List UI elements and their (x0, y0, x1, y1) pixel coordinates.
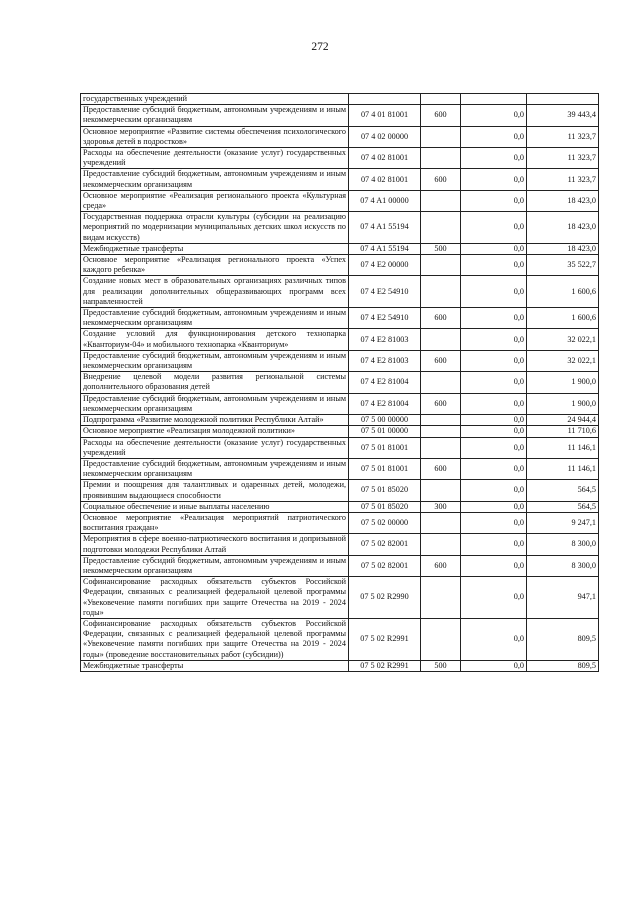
target-article-code-cell: 07 4 E2 54910 (349, 308, 421, 329)
amount-cell-2: 11 323,7 (527, 148, 599, 169)
expense-name-cell: Межбюджетные трансферты (81, 660, 349, 671)
table-row (81, 276, 599, 308)
expense-name-cell: Создание новых мест в образовательных организациях различных типов для реализации дополнительных общеразвивающих программ всех направленностей (81, 276, 349, 308)
amount-cell-2: 1 900,0 (527, 393, 599, 414)
expense-type-code-cell: 300 (421, 501, 461, 512)
amount-cell-2 (527, 94, 599, 105)
amount-cell-2: 9 247,1 (527, 512, 599, 533)
target-article-code-cell: 07 4 02 00000 (349, 126, 421, 147)
amount-cell-1: 0,0 (461, 555, 527, 576)
amount-cell-2: 564,5 (527, 480, 599, 501)
target-article-code-cell: 07 4 E2 81004 (349, 393, 421, 414)
table-row (81, 534, 599, 555)
expense-type-code-cell (421, 426, 461, 437)
target-article-code-cell: 07 5 01 85020 (349, 480, 421, 501)
expense-type-code-cell (421, 577, 461, 619)
target-article-code-cell: 07 4 02 81001 (349, 169, 421, 190)
target-article-code-cell: 07 5 01 81001 (349, 458, 421, 479)
amount-cell-2: 18 423,0 (527, 243, 599, 254)
expense-type-code-cell (421, 372, 461, 393)
target-article-code-cell: 07 5 01 85020 (349, 501, 421, 512)
expense-name-cell: Социальное обеспечение и иные выплаты населению (81, 501, 349, 512)
expense-name-cell: Расходы на обеспечение деятельности (оказание услуг) государственных учреждений (81, 437, 349, 458)
table-row (81, 480, 599, 501)
table-row (81, 212, 599, 244)
expense-type-code-cell: 500 (421, 660, 461, 671)
table-row (81, 350, 599, 371)
target-article-code-cell (349, 94, 421, 105)
expense-type-code-cell (421, 437, 461, 458)
target-article-code-cell: 07 4 E2 54910 (349, 276, 421, 308)
amount-cell-1: 0,0 (461, 255, 527, 276)
table-row (81, 512, 599, 533)
expense-name-cell: Внедрение целевой модели развития региональной системы дополнительного образования детей (81, 372, 349, 393)
table-row (81, 372, 599, 393)
amount-cell-2: 39 443,4 (527, 105, 599, 126)
table-row (81, 618, 599, 660)
amount-cell-1: 0,0 (461, 276, 527, 308)
expense-name-cell: Премии и поощрения для талантливых и одаренных детей, молодежи, проявившим выдающиеся способности (81, 480, 349, 501)
expense-name-cell: Основное мероприятие «Реализация мероприятий патриотического воспитания граждан» (81, 512, 349, 533)
expense-type-code-cell: 600 (421, 308, 461, 329)
amount-cell-1: 0,0 (461, 458, 527, 479)
amount-cell-2: 8 300,0 (527, 534, 599, 555)
table-row (81, 105, 599, 126)
amount-cell-2: 809,5 (527, 618, 599, 660)
table-row (81, 426, 599, 437)
table-row (81, 308, 599, 329)
table-row (81, 437, 599, 458)
amount-cell-1: 0,0 (461, 426, 527, 437)
table-row (81, 555, 599, 576)
amount-cell-1: 0,0 (461, 350, 527, 371)
table-row (81, 255, 599, 276)
amount-cell-1: 0,0 (461, 480, 527, 501)
amount-cell-2: 11 323,7 (527, 126, 599, 147)
table-row (81, 148, 599, 169)
amount-cell-2: 809,5 (527, 660, 599, 671)
expense-type-code-cell (421, 148, 461, 169)
expense-type-code-cell (421, 415, 461, 426)
expense-type-code-cell (421, 212, 461, 244)
expense-type-code-cell (421, 255, 461, 276)
expense-name-cell: Основное мероприятие «Реализация регионального проекта «Культурная среда» (81, 190, 349, 211)
target-article-code-cell: 07 5 02 R2990 (349, 577, 421, 619)
expense-type-code-cell (421, 190, 461, 211)
amount-cell-1: 0,0 (461, 329, 527, 350)
expense-name-cell: Создание условий для функционирования детского технопарка «Кванториум-04» и мобильного технопарка «Кванториум» (81, 329, 349, 350)
target-article-code-cell: 07 5 01 00000 (349, 426, 421, 437)
amount-cell-1 (461, 94, 527, 105)
expense-type-code-cell: 600 (421, 105, 461, 126)
target-article-code-cell: 07 5 02 R2991 (349, 618, 421, 660)
expense-type-code-cell (421, 618, 461, 660)
table-row (81, 458, 599, 479)
expense-name-cell: Софинансирование расходных обязательств субъектов Российской Федерации, связанных с реализацией федеральной целевой программы «Увековечение памяти погибших при защите Отечества на 2019 - 2024 годы» (проведение восстановительных работ (субсидии)) (81, 618, 349, 660)
amount-cell-2: 18 423,0 (527, 212, 599, 244)
expense-name-cell: Предоставление субсидий бюджетным, автономным учреждениям и иным некоммерческим организациям (81, 308, 349, 329)
expense-name-cell: Мероприятия в сфере военно-патриотического воспитания и допризывной подготовки молодежи Республики Алтай (81, 534, 349, 555)
expense-type-code-cell (421, 480, 461, 501)
table-row (81, 415, 599, 426)
expense-name-cell: Межбюджетные трансферты (81, 243, 349, 254)
expense-type-code-cell: 600 (421, 350, 461, 371)
target-article-code-cell: 07 5 00 00000 (349, 415, 421, 426)
target-article-code-cell: 07 5 02 82001 (349, 534, 421, 555)
expense-name-cell: Предоставление субсидий бюджетным, автономным учреждениям и иным некоммерческим организациям (81, 458, 349, 479)
amount-cell-1: 0,0 (461, 372, 527, 393)
amount-cell-1: 0,0 (461, 534, 527, 555)
expense-name-cell: Государственная поддержка отрасли культуры (субсидии на реализацию мероприятий по модернизации муниципальных детских школ искусств по видам искусств) (81, 212, 349, 244)
target-article-code-cell: 07 5 02 82001 (349, 555, 421, 576)
expense-name-cell: Предоставление субсидий бюджетным, автономным учреждениям и иным некоммерческим организациям (81, 393, 349, 414)
table-row (81, 243, 599, 254)
expense-type-code-cell (421, 534, 461, 555)
amount-cell-2: 564,5 (527, 501, 599, 512)
expense-type-code-cell: 600 (421, 169, 461, 190)
table-row (81, 577, 599, 619)
target-article-code-cell: 07 4 E2 81003 (349, 350, 421, 371)
table-row (81, 329, 599, 350)
expense-type-code-cell (421, 329, 461, 350)
amount-cell-1: 0,0 (461, 148, 527, 169)
budget-table-body (81, 94, 599, 672)
page-number: 272 (311, 41, 329, 53)
target-article-code-cell: 07 4 02 81001 (349, 148, 421, 169)
target-article-code-cell: 07 5 02 00000 (349, 512, 421, 533)
amount-cell-1: 0,0 (461, 169, 527, 190)
expense-type-code-cell: 500 (421, 243, 461, 254)
amount-cell-2: 11 710,6 (527, 426, 599, 437)
expense-name-cell: Расходы на обеспечение деятельности (оказание услуг) государственных учреждений (81, 148, 349, 169)
amount-cell-2: 11 146,1 (527, 458, 599, 479)
amount-cell-2: 18 423,0 (527, 190, 599, 211)
amount-cell-2: 8 300,0 (527, 555, 599, 576)
target-article-code-cell: 07 4 01 81001 (349, 105, 421, 126)
table-row (81, 501, 599, 512)
expense-name-cell: Подпрограмма «Развитие молодежной политики Республики Алтай» (81, 415, 349, 426)
expense-name-cell: Предоставление субсидий бюджетным, автономным учреждениям и иным некоммерческим организациям (81, 350, 349, 371)
expense-type-code-cell (421, 94, 461, 105)
table-row (81, 393, 599, 414)
target-article-code-cell: 07 4 E2 81004 (349, 372, 421, 393)
table-row (81, 660, 599, 671)
expense-name-cell: Предоставление субсидий бюджетным, автономным учреждениям и иным некоммерческим организациям (81, 105, 349, 126)
target-article-code-cell: 07 4 A1 00000 (349, 190, 421, 211)
amount-cell-1: 0,0 (461, 437, 527, 458)
target-article-code-cell: 07 4 E2 00000 (349, 255, 421, 276)
expense-type-code-cell (421, 512, 461, 533)
expense-name-cell: Основное мероприятие «Реализация молодежной политики» (81, 426, 349, 437)
amount-cell-1: 0,0 (461, 618, 527, 660)
expense-type-code-cell (421, 126, 461, 147)
amount-cell-2: 32 022,1 (527, 350, 599, 371)
expense-type-code-cell: 600 (421, 458, 461, 479)
expense-name-cell: Предоставление субсидий бюджетным, автономным учреждениям и иным некоммерческим организациям (81, 555, 349, 576)
amount-cell-2: 1 900,0 (527, 372, 599, 393)
target-article-code-cell: 07 4 A1 55194 (349, 212, 421, 244)
target-article-code-cell: 07 4 E2 81003 (349, 329, 421, 350)
amount-cell-1: 0,0 (461, 660, 527, 671)
expense-name-cell: Предоставление субсидий бюджетным, автономным учреждениям и иным некоммерческим организациям (81, 169, 349, 190)
amount-cell-2: 947,1 (527, 577, 599, 619)
expense-name-cell: Основное мероприятие «Реализация регионального проекта «Успех каждого ребенка» (81, 255, 349, 276)
expense-name-cell: Основное мероприятие «Развитие системы обеспечения психологического здоровья детей в подростков» (81, 126, 349, 147)
target-article-code-cell: 07 5 01 81001 (349, 437, 421, 458)
table-row (81, 126, 599, 147)
expense-type-code-cell (421, 276, 461, 308)
table-row (81, 94, 599, 105)
amount-cell-2: 11 323,7 (527, 169, 599, 190)
amount-cell-1: 0,0 (461, 126, 527, 147)
amount-cell-2: 35 522,7 (527, 255, 599, 276)
amount-cell-2: 1 600,6 (527, 276, 599, 308)
amount-cell-1: 0,0 (461, 190, 527, 211)
amount-cell-1: 0,0 (461, 105, 527, 126)
amount-cell-2: 11 146,1 (527, 437, 599, 458)
expense-name-cell: государственных учреждений (81, 94, 349, 105)
amount-cell-2: 24 944,4 (527, 415, 599, 426)
amount-cell-1: 0,0 (461, 212, 527, 244)
expense-type-code-cell: 600 (421, 393, 461, 414)
amount-cell-1: 0,0 (461, 577, 527, 619)
budget-table (80, 93, 599, 672)
amount-cell-1: 0,0 (461, 308, 527, 329)
table-row (81, 169, 599, 190)
amount-cell-1: 0,0 (461, 501, 527, 512)
amount-cell-1: 0,0 (461, 243, 527, 254)
amount-cell-1: 0,0 (461, 393, 527, 414)
amount-cell-1: 0,0 (461, 512, 527, 533)
amount-cell-2: 1 600,6 (527, 308, 599, 329)
target-article-code-cell: 07 5 02 R2991 (349, 660, 421, 671)
expense-name-cell: Софинансирование расходных обязательств субъектов Российской Федерации, связанных с реализацией федеральной целевой программы «Увековечение памяти погибших при защите Отечества на 2019 - 2024 годы» (81, 577, 349, 619)
table-row (81, 190, 599, 211)
amount-cell-1: 0,0 (461, 415, 527, 426)
amount-cell-2: 32 022,1 (527, 329, 599, 350)
expense-type-code-cell: 600 (421, 555, 461, 576)
target-article-code-cell: 07 4 A1 55194 (349, 243, 421, 254)
